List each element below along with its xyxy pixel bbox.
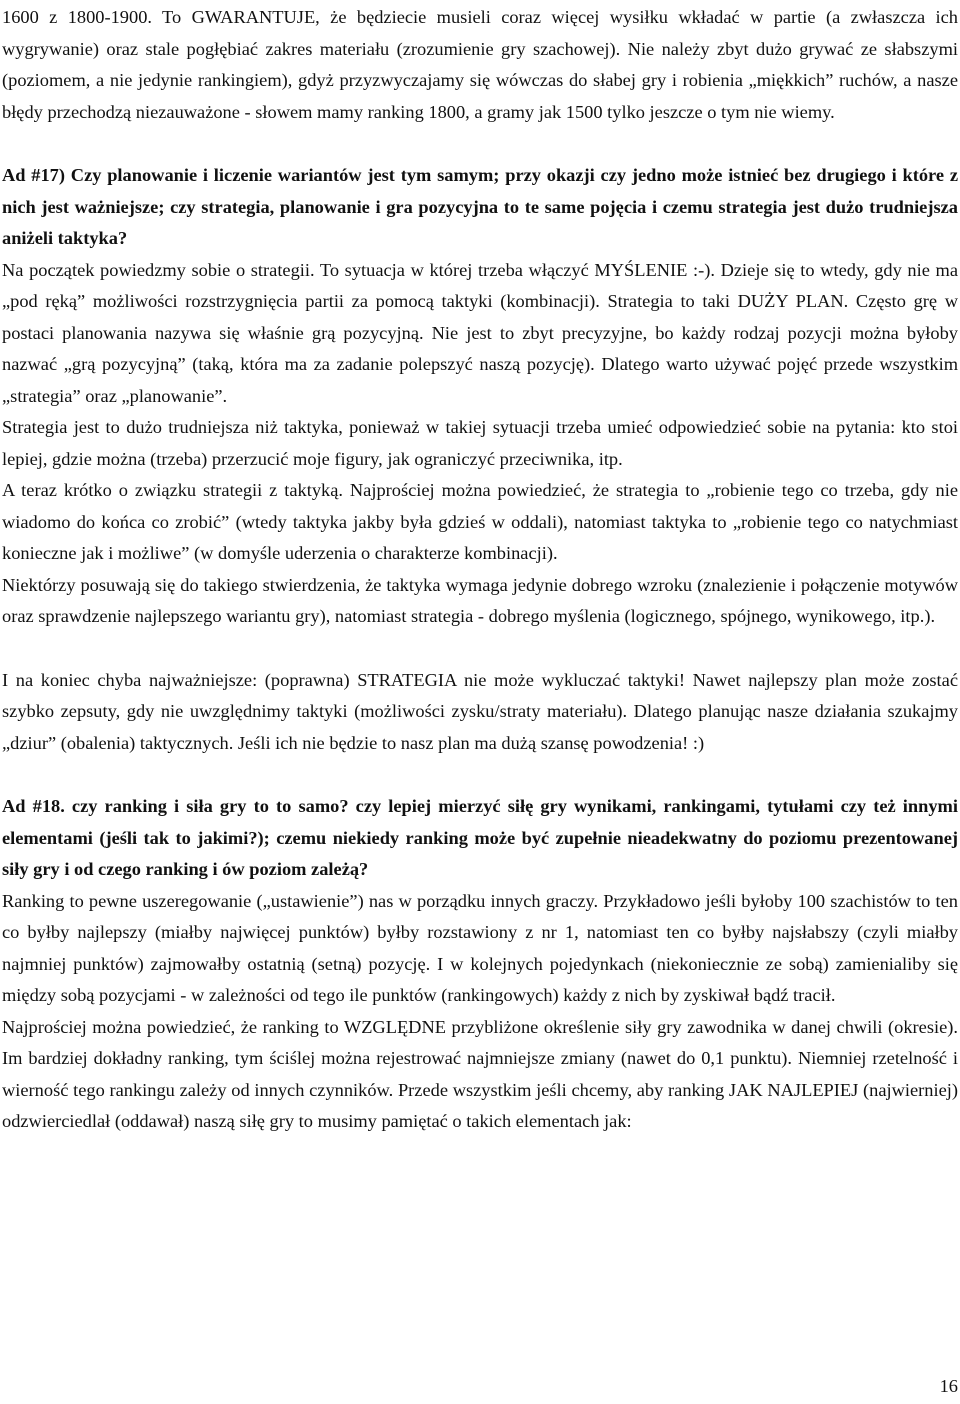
question-heading-18: Ad #18. czy ranking i siła gry to to samo? czy lepiej mierzyć siłę gry wynikami, rankingami, tytułami czy też innymi elementami (jeśli tak to jakimi?); czemu niekiedy ranking może być zupełnie nieadekwatny do poziomu prezentowanej siły gry i od czego ranking i ów poziom zależą? bbox=[2, 796, 958, 879]
paragraph-ranking-relative: Najprościej można powiedzieć, że ranking to WZGLĘDNE przybliżone określenie siły gry zawodnika w danej chwili (okresie). Im bardziej dokładny ranking, tym ściślej można rejestrować najmniejsze zmiany (nawet do 0,1 punktu). Niemniej rzetelność i wierność tego rankingu zależy od innych czynników. Przede wszystkim jeśli chcemy, aby ranking JAK NAJLEPIEJ (najwierniej) odzwierciedlał (oddawał) naszą siłę gry to musimy pamiętać o takich elementach jak: bbox=[2, 1016, 958, 1131]
question-heading-17: Ad #17) Czy planowanie i liczenie wariantów jest tym samym; przy okazji czy jedno może istnieć bez drugiego i które z nich jest ważniejsze; czy strategia, planowanie i gra pozycyjna to te same pojęcia i czemu strategia jest dużo trudniejsza aniżeli taktyka? bbox=[2, 165, 958, 248]
paragraph-intro: 1600 z 1800-1900. To GWARANTUJE, że będziecie musieli coraz więcej wysiłku wkładać w partie (a zwłaszcza ich wygrywanie) oraz stale pogłębiać zakres materiału (zrozumienie gry szachowej). Nie należy zbyt dużo grywać ze słabszymi (poziomem, a nie jedynie rankingiem), gdyż przyzwyczajamy się wówczas do słabej gry i robienia „miękkich” ruchów, a nasze błędy przechodzą niezauważone - słowem mamy ranking 1800, a gramy jak 1500 tylko jeszcze o tym nie wiemy. bbox=[2, 7, 958, 122]
paragraph-strategy-definition: Na początek powiedzmy sobie o strategii. To sytuacja w której trzeba włączyć MYŚLENIE :-). Dzieje się to wtedy, gdy nie ma „pod ręką” możliwości rozstrzygnięcia partii za pomocą taktyki (kombinacji). Strategia to taki DUŻY PLAN. Często grę w postaci planowania nazywa się właśnie grą pozycyjną. Nie jest to zbyt precyzyjne, bo każdy rodzaj pozycji można byłoby nazwać „grą pozycyjną” (taką, która ma za zadanie polepszyć naszą pozycję). Dlatego warto używać pojęć przede wszystkim „strategia” oraz „planowanie”. bbox=[2, 259, 958, 406]
paragraph-strategy-tactics-relation: A teraz krótko o związku strategii z taktyką. Najprościej można powiedzieć, że strategia to „robienie tego co trzeba, gdy nie wiadomo do końca co zrobić” (wtedy taktyka jakby była gdzieś w oddali), natomiast taktyka to „robienie tego co natychmiast konieczne jak i możliwe” (w domyśle uderzenia o charakterze kombinacji). bbox=[2, 480, 958, 563]
document-page bbox=[2, 0, 958, 1138]
paragraph-ranking-definition: Ranking to pewne uszeregowanie („ustawienie”) nas w porządku innych graczy. Przykładowo jeśli byłoby 100 szachistów to ten co byłby najlepszy (miałby najwięcej punktów) byłby rozstawiony z nr 1, natomiast ten co byłby najsłabszy (czyli miałby najmniej punktów) zajmowałby ostatnią (setną) pozycję. I w kolejnych pojedynkach (niekoniecznie ze sobą) zamienialiby się między sobą pozycjami - w zależności od tego ile punktów (rankingowych) każdy z nich by zyskiwał bądź tracił. bbox=[2, 890, 958, 1005]
paragraph-strategy-difficulty: Strategia jest to dużo trudniejsza niż taktyka, ponieważ w takiej sytuacji trzeba umieć odpowiedzieć sobie na pytania: kto stoi lepiej, gdzie można (trzeba) przerzucić moje figury, jak ograniczyć przeciwnika, itp. bbox=[2, 417, 958, 469]
paragraph-tactics-vision: Niektórzy posuwają się do takiego stwierdzenia, że taktyka wymaga jedynie dobrego wzroku (znalezienie i połączenie motywów oraz sprawdzenie najlepszego wariantu gry), natomiast strategia - dobrego myślenia (logicznego, spójnego, wynikowego, itp.). bbox=[2, 574, 958, 626]
paragraph-strategy-conclusion: I na koniec chyba najważniejsze: (poprawna) STRATEGIA nie może wykluczać taktyki! Nawet najlepszy plan może zostać szybko zepsuty, gdy nie uwzględnimy taktyki (możliwości zysku/straty materiału). Dlatego planując nasze działania szukajmy „dziur” (obalenia) taktycznych. Jeśli ich nie będzie to nasz plan ma dużą szansę powodzenia! :) bbox=[2, 669, 958, 753]
page-number: 16 bbox=[939, 1376, 958, 1396]
